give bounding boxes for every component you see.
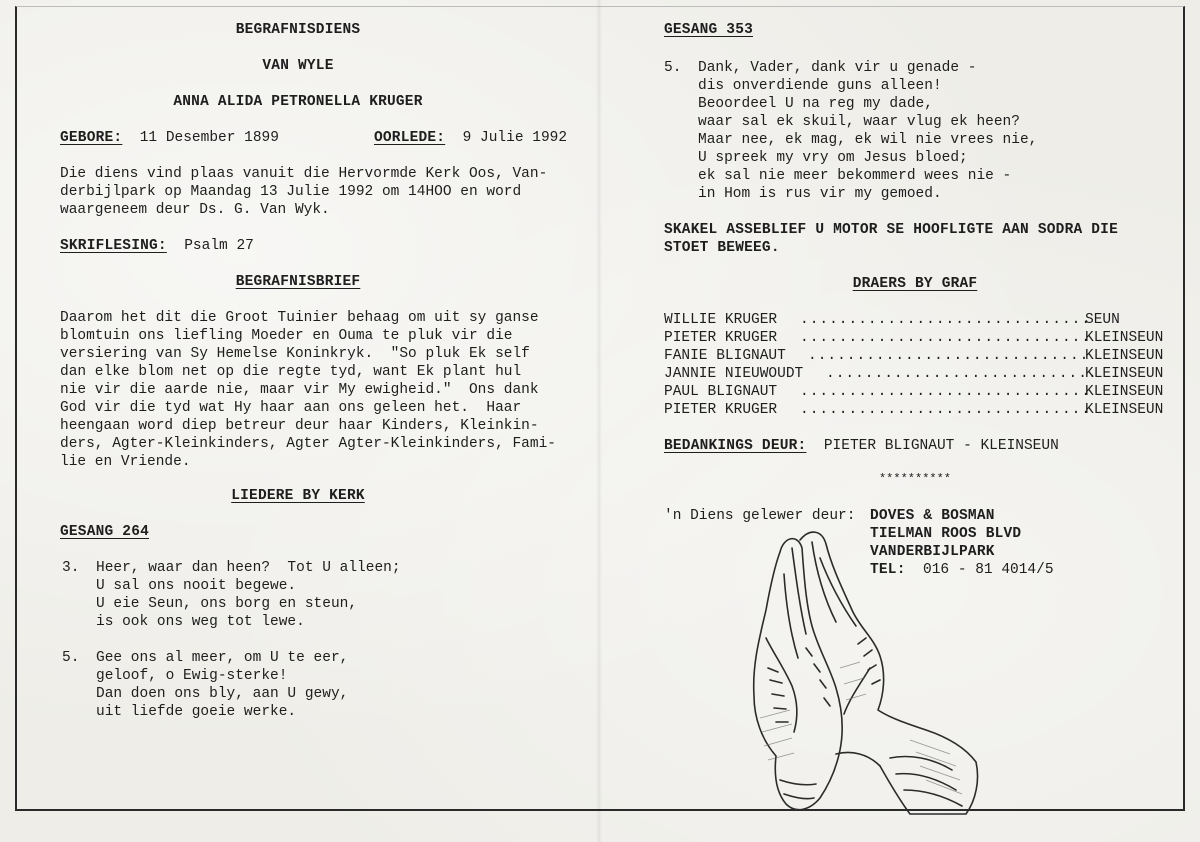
dot-leader: .............................. xyxy=(800,330,1092,346)
born-line xyxy=(60,129,279,147)
verse-line: U sal ons nooit begewe. xyxy=(96,578,297,594)
thanks-value: PIETER BLIGNAUT - KLEINSEUN xyxy=(823,438,1059,454)
born-date: 11 Desember 1899 xyxy=(139,130,279,146)
bearers-heading: DRAERS BY GRAF xyxy=(852,276,978,292)
dot-leader: ............................ xyxy=(826,366,1098,382)
verse-line: Gee ons al meer, om U te eer, xyxy=(96,650,349,666)
verse-line: Dank, Vader, dank vir u genade - xyxy=(698,60,977,76)
dot-leader: .............................. xyxy=(800,402,1092,418)
deceased-name: ANNA ALIDA PETRONELLA KRUGER xyxy=(173,94,423,110)
verse-line: Dan doen ons bly, aan U gewy, xyxy=(96,686,349,702)
scripture-line xyxy=(60,237,254,255)
stars-divider: ********** xyxy=(878,472,951,486)
verse-line: is ook ons weg tot lewe. xyxy=(96,614,305,630)
dot-leader: .............................. xyxy=(800,384,1092,400)
died-line xyxy=(374,129,567,147)
undertaker-line: VANDERBIJLPARK xyxy=(870,544,995,560)
undertaker-line: DOVES & BOSMAN xyxy=(870,508,995,524)
bearer-relation: KLEINSEUN xyxy=(1085,330,1164,346)
bearer-relation: SEUN xyxy=(1085,312,1120,328)
verse-line: uit liefde goeie werke. xyxy=(96,704,297,720)
service-line: waargeneem deur Ds. G. Van Wyk. xyxy=(60,202,330,218)
verse-number: 3. xyxy=(62,560,80,576)
center-fold xyxy=(596,0,602,842)
verse-line: geloof, o Ewig-sterke! xyxy=(96,668,288,684)
verse-line: waar sal ek skuil, waar vlug ek heen? xyxy=(698,114,1020,130)
letter-line: versiering van Sy Hemelse Koninkryk. "So pluk Ek self xyxy=(60,346,530,362)
service-by-label: 'n Diens gelewer deur: xyxy=(664,508,856,524)
bearer-name: PIETER KRUGER xyxy=(664,330,778,346)
born-label: GEBORE: xyxy=(60,130,123,146)
headlights-notice: SKAKEL ASSEBLIEF U MOTOR SE HOOFLIGTE AAN SODRA DIE xyxy=(664,222,1118,238)
songs-heading: LIEDERE BY KERK xyxy=(231,488,365,504)
service-line: derbijlpark op Maandag 13 Julie 1992 om 14HOO en word xyxy=(60,184,522,200)
bearer-relation: KLEINSEUN xyxy=(1085,366,1164,382)
verse-line: Beoordeel U na reg my dade, xyxy=(698,96,933,112)
letter-line: lie en Vriende. xyxy=(60,454,191,470)
verse-line: in Hom is rus vir my gemoed. xyxy=(698,186,942,202)
thanks-label: BEDANKINGS DEUR: xyxy=(664,438,807,454)
verse-line: Heer, waar dan heen? Tot U alleen; xyxy=(96,560,401,576)
song-353-title: GESANG 353 xyxy=(664,22,754,38)
service-line: Die diens vind plaas vanuit die Hervormde Kerk Oos, Van- xyxy=(60,166,548,182)
letter-heading: BEGRAFNISBRIEF xyxy=(235,274,361,290)
letter-line: heengaan word diep betreur deur haar Kinders, Kleinkin- xyxy=(60,418,539,434)
verse-number: 5. xyxy=(62,650,80,666)
praying-hands-icon xyxy=(740,518,980,818)
headlights-notice: STOET BEWEEG. xyxy=(664,240,780,256)
scripture-value: Psalm 27 xyxy=(184,238,254,254)
verse-line: U eie Seun, ons borg en steun, xyxy=(96,596,358,612)
died-label: OORLEDE: xyxy=(374,130,446,146)
song-264-title: GESANG 264 xyxy=(60,524,150,540)
dot-leader: .............................. xyxy=(800,312,1092,328)
verse-line: U spreek my vry om Jesus bloed; xyxy=(698,150,968,166)
letter-line: dan elke blom net op die regte tyd, want Ek plant hul xyxy=(60,364,522,380)
dot-leader: ............................. xyxy=(808,348,1090,364)
verse-line: ek sal nie meer bekommerd wees nie - xyxy=(698,168,1012,184)
bearer-name: PIETER KRUGER xyxy=(664,402,778,418)
thanks-line xyxy=(664,437,1059,455)
scripture-label: SKRIFLESING: xyxy=(60,238,167,254)
letter-line: ders, Agter-Kleinkinders, Agter Agter-Kleinkinders, Fami- xyxy=(60,436,556,452)
undertaker-line: TIELMAN ROOS BLVD xyxy=(870,526,1022,542)
document-heading: BEGRAFNISDIENS xyxy=(235,22,361,38)
bearer-name: PAUL BLIGNAUT xyxy=(664,384,778,400)
letter-line: God vir die tyd wat Hy haar aan ons geleen het. Haar xyxy=(60,400,522,416)
bearer-relation: KLEINSEUN xyxy=(1085,384,1164,400)
bearer-relation: KLEINSEUN xyxy=(1085,402,1164,418)
bearer-relation: KLEINSEUN xyxy=(1085,348,1164,364)
bearer-name: JANNIE NIEUWOUDT xyxy=(664,366,804,382)
verse-line: Maar nee, ek mag, ek wil nie vrees nie, xyxy=(698,132,1038,148)
bearer-name: FANIE BLIGNAUT xyxy=(664,348,786,364)
verse-line: dis onverdiende guns alleen! xyxy=(698,78,942,94)
van-wyle-label: VAN WYLE xyxy=(262,58,334,74)
phone-number: 016 - 81 4014/5 xyxy=(923,562,1054,578)
phone-label: TEL: xyxy=(870,562,906,578)
verse-number: 5. xyxy=(664,60,682,76)
letter-line: blomtuin ons liefling Moeder en Ouma te pluk vir die xyxy=(60,328,513,344)
died-date: 9 Julie 1992 xyxy=(462,130,568,146)
letter-line: nie vir die aarde nie, maar vir My ewigheid." Ons dank xyxy=(60,382,539,398)
letter-line: Daarom het dit die Groot Tuinier behaag om uit sy ganse xyxy=(60,310,539,326)
bearer-name: WILLIE KRUGER xyxy=(664,312,778,328)
